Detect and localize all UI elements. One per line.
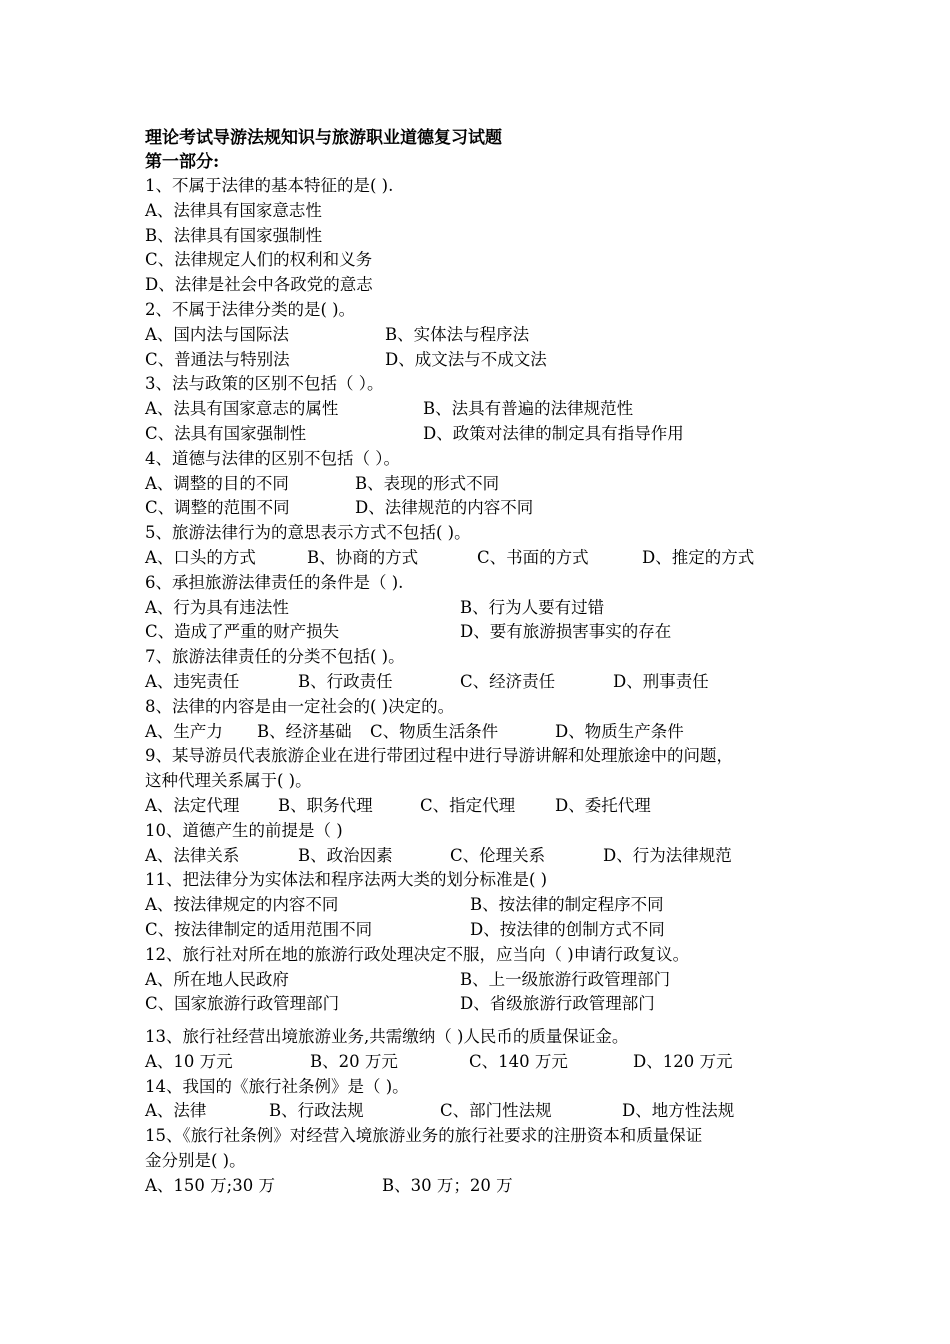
- question-11-option-a: A、按法律规定的内容不同: [145, 895, 339, 915]
- question-9-option-a: A、法定代理: [145, 795, 240, 815]
- question-8-option-c: C、物质生活条件: [370, 721, 499, 741]
- question-10-stem: 10、道德产生的前提是（ ): [145, 820, 343, 840]
- paragraph-gap: [145, 1017, 835, 1025]
- question-14-option-d: D、地方性法规: [622, 1101, 735, 1121]
- question-9-option-d: D、委托代理: [555, 795, 651, 815]
- question-9-option-c: C、指定代理: [420, 795, 516, 815]
- question-2-option-c: C、普通法与特别法: [145, 349, 290, 369]
- question-8-option-a: A、生产力: [145, 721, 223, 741]
- question-12-option-b: B、上一级旅游行政管理部门: [460, 969, 671, 989]
- question-5-option-c: C、书面的方式: [477, 547, 589, 567]
- question-10-option-a: A、法律关系: [145, 845, 240, 865]
- question-8-option-b: B、经济基础: [257, 721, 352, 741]
- question-4-stem: 4、道德与法律的区别不包括（ ）。: [145, 448, 400, 468]
- question-7-options-row: [145, 670, 835, 695]
- question-12-options-row-2: [145, 992, 835, 1017]
- question-1-option-b: B、法律具有国家强制性: [145, 225, 323, 245]
- question-15-option-a: A、150 万;30 万: [145, 1175, 275, 1195]
- question-12-option-d: D、省级旅游行政管理部门: [460, 994, 655, 1014]
- question-13-option-a: A、10 万元: [145, 1051, 233, 1071]
- question-7-option-d: D、刑事责任: [613, 671, 709, 691]
- question-4-option-c: C、调整的范围不同: [145, 498, 290, 518]
- question-1-option-a: A、法律具有国家意志性: [145, 200, 322, 220]
- question-4-option-d: D、法律规范的内容不同: [355, 498, 534, 518]
- question-14-option-a: A、法律: [145, 1101, 207, 1121]
- question-11-options-row-2: [145, 918, 835, 943]
- question-5-option-a: A、口头的方式: [145, 547, 256, 567]
- question-7-option-b: B、行政责任: [298, 671, 393, 691]
- question-6-option-b: B、行为人要有过错: [460, 597, 605, 617]
- question-12-option-a: A、所在地人民政府: [145, 969, 289, 989]
- question-2-options-row-1: [145, 323, 835, 348]
- question-11-options-row-1: [145, 893, 835, 918]
- question-3-option-a: A、法具有国家意志的属性: [145, 399, 339, 419]
- question-3-options-row-1: [145, 397, 835, 422]
- question-6-options-row-1: [145, 596, 835, 621]
- question-3-options-row-2: [145, 422, 835, 447]
- question-13-stem: 13、旅行社经营出境旅游业务,共需缴纳（ )人民币的质量保证金。: [145, 1027, 629, 1047]
- question-9-option-b: B、职务代理: [278, 795, 373, 815]
- question-7-option-a: A、违宪责任: [145, 671, 240, 691]
- question-3-option-d: D、政策对法律的制定具有指导作用: [423, 423, 684, 443]
- question-2-option-d: D、成文法与不成文法: [385, 349, 547, 369]
- question-3-stem: 3、法与政策的区别不包括（ ）。: [145, 374, 384, 394]
- question-2-option-a: A、国内法与国际法: [145, 324, 289, 344]
- question-8-option-d: D、物质生产条件: [555, 721, 684, 741]
- question-11-option-d: D、按法律的创制方式不同: [470, 919, 665, 939]
- question-14-option-b: B、行政法规: [269, 1101, 364, 1121]
- question-10-option-d: D、行为法律规范: [603, 845, 732, 865]
- question-12-options-row-1: [145, 968, 835, 993]
- question-6-stem: 6、承担旅游法律责任的条件是（ ).: [145, 572, 404, 592]
- question-4-option-a: A、调整的目的不同: [145, 473, 289, 493]
- question-4-options-row-1: [145, 472, 835, 497]
- question-5-stem: 5、旅游法律行为的意思表示方式不包括( )。: [145, 523, 471, 543]
- question-7-stem: 7、旅游法律责任的分类不包括( )。: [145, 647, 405, 667]
- question-14-stem: 14、我国的《旅行社条例》是（ )。: [145, 1076, 409, 1096]
- question-13-option-b: B、20 万元: [310, 1051, 398, 1071]
- question-10-options-row: [145, 844, 835, 869]
- question-9-stem: 9、某导游员代表旅游企业在进行带团过程中进行导游讲解和处理旅途中的问题，: [145, 746, 733, 766]
- question-6-option-c: C、造成了严重的财产损失: [145, 622, 340, 642]
- question-2-options-row-2: [145, 348, 835, 373]
- question-3-option-b: B、法具有普遍的法律规范性: [423, 399, 634, 419]
- question-4-options-row-2: [145, 496, 835, 521]
- question-14-options-row: [145, 1099, 835, 1124]
- question-8-stem: 8、法律的内容是由一定社会的( )决定的。: [145, 696, 455, 716]
- question-2-option-b: B、实体法与程序法: [385, 324, 530, 344]
- question-13-option-c: C、140 万元: [469, 1051, 568, 1071]
- question-11-option-b: B、按法律的制定程序不同: [470, 895, 664, 915]
- question-7-option-c: C、经济责任: [460, 671, 556, 691]
- section-heading: 第一部分:: [145, 152, 220, 172]
- question-1-option-d: D、法律是社会中各政党的意志: [145, 275, 373, 295]
- question-9-options-row: [145, 794, 835, 819]
- question-5-option-b: B、协商的方式: [307, 547, 419, 567]
- question-5-options-row: [145, 546, 835, 571]
- question-13-option-d: D、120 万元: [633, 1051, 733, 1071]
- question-12-option-c: C、国家旅游行政管理部门: [145, 994, 340, 1014]
- question-8-options-row: [145, 720, 835, 745]
- document-title: 理论考试导游法规知识与旅游职业道德复习试题: [145, 128, 502, 148]
- question-9-stem-continued: 这种代理关系属于( )。: [145, 771, 312, 791]
- question-11-option-c: C、按法律制定的适用范围不同: [145, 919, 373, 939]
- question-6-option-a: A、行为具有违法性: [145, 597, 289, 617]
- question-15-stem-continued: 金分别是( )。: [145, 1151, 246, 1171]
- question-12-stem: 12、旅行社对所在地的旅游行政处理决定不服，应当向（ )申请行政复议。: [145, 944, 690, 964]
- document-body: [145, 126, 835, 1199]
- question-13-options-row: [145, 1050, 835, 1075]
- question-10-option-c: C、伦理关系: [450, 845, 546, 865]
- question-1-option-c: C、法律规定人们的权利和义务: [145, 250, 373, 270]
- question-1-stem: 1、不属于法律的基本特征的是( ).: [145, 176, 394, 195]
- question-15-option-b: B、30 万；20 万: [382, 1175, 513, 1195]
- question-6-options-row-2: [145, 620, 835, 645]
- question-4-option-b: B、表现的形式不同: [355, 473, 500, 493]
- question-15-options-row: [145, 1174, 835, 1199]
- question-14-option-c: C、部门性法规: [440, 1101, 552, 1121]
- question-15-stem: 15、《旅行社条例》对经营入境旅游业务的旅行社要求的注册资本和质量保证: [145, 1126, 703, 1146]
- question-11-stem: 11、把法律分为实体法和程序法两大类的划分标准是( ): [145, 870, 548, 890]
- question-6-option-d: D、要有旅游损害事实的存在: [460, 622, 672, 642]
- question-10-option-b: B、政治因素: [298, 845, 393, 865]
- question-5-option-d: D、推定的方式: [642, 547, 755, 567]
- question-2-stem: 2、不属于法律分类的是( )。: [145, 299, 356, 319]
- question-3-option-c: C、法具有国家强制性: [145, 423, 307, 443]
